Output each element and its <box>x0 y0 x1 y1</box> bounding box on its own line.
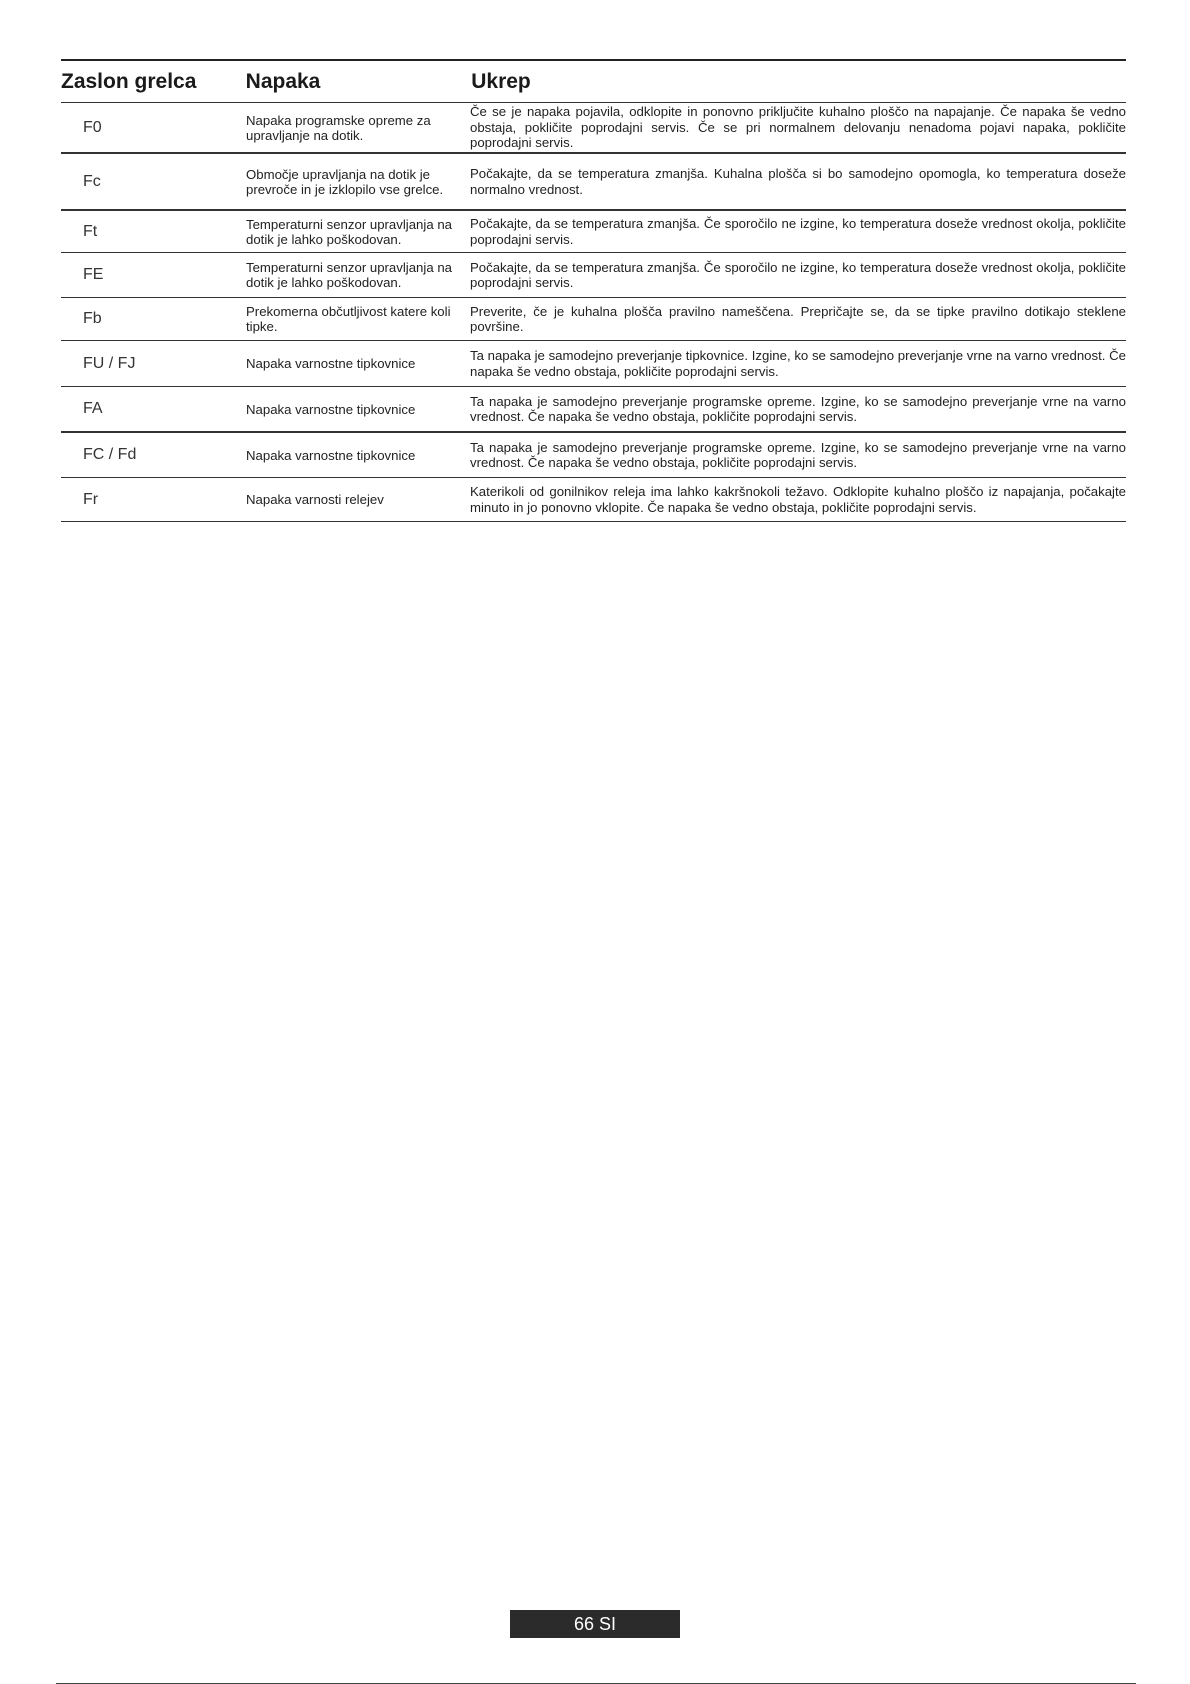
header-display: Zaslon grelca <box>61 69 197 93</box>
table-row <box>61 297 1126 340</box>
table-row <box>61 102 1126 152</box>
table-row <box>61 386 1126 431</box>
row-code: FU / FJ <box>83 354 136 372</box>
table-row <box>61 340 1126 386</box>
row-fault: Napaka programske opreme za upravljanje na dotik. <box>246 112 431 143</box>
row-code: FA <box>83 400 103 417</box>
table-row <box>61 252 1126 297</box>
row-action-text: Ta napaka je samodejno preverjanje programske opreme. Izgine, ko se samodejno preverjanje vrne na varno vrednost. Če napaka še vedno obstaja, pokličite poprodajni servis. <box>470 439 1126 470</box>
row-action <box>470 103 1126 152</box>
row-fault: Temperaturni senzor upravljanja na dotik je lahko poškodovan. <box>246 260 452 290</box>
row-action-text: Počakajte, da se temperatura zmanjša. Če sporočilo ne izgine, ko temperatura doseže vrednost okolja, pokličite poprodajni servis. <box>470 216 1126 247</box>
row-action-text: Počakajte, da se temperatura zmanjša. Kuhalna plošča si bo samodejno opomogla, ko temperatura doseže normalno vrednost. <box>470 166 1126 197</box>
row-action <box>470 211 1126 252</box>
row-action <box>470 298 1126 340</box>
row-fault: Območje upravljanja na dotik je prevroče in je izklopilo vse grelce. <box>246 166 444 197</box>
header-action: Ukrep <box>471 69 531 93</box>
row-action-text: Ta napaka je samodejno preverjanje programske opreme. Izgine, ko se samodejno preverjanje vrne na varno vrednost. Če napaka še vedno obstaja, pokličite poprodajni servis. <box>470 393 1126 424</box>
row-code: Fb <box>83 310 102 327</box>
row-fault: Napaka varnostne tipkovnice <box>246 356 416 371</box>
row-fault: Napaka varnostne tipkovnice <box>246 447 416 463</box>
table-row <box>61 477 1126 521</box>
row-action-text: Ta napaka je samodejno preverjanje tipkovnice. Izgine, ko se samodejno preverjanje vrne na varno vrednost. Če napaka še vedno obstaja, pokličite poprodajni servis. <box>470 348 1126 379</box>
table-row <box>61 209 1126 252</box>
row-fault: Prekomerna občutljivost katere koli tipke. <box>246 304 451 334</box>
table-bottom-rule <box>61 521 1126 522</box>
table-row <box>61 152 1126 209</box>
page-number-badge: 66 SI <box>510 1610 680 1638</box>
row-action-text: Preverite, če je kuhalna plošča pravilno nameščena. Prepričajte se, da se tipke pravilno dotikajo steklene površine. <box>470 303 1126 334</box>
row-code: FE <box>83 266 104 283</box>
row-fault: Temperaturni senzor upravljanja na dotik je lahko poškodovan. <box>246 216 452 247</box>
error-code-table <box>61 59 1126 522</box>
row-action <box>470 341 1126 386</box>
row-action <box>470 387 1126 431</box>
row-fault: Napaka varnosti relejev <box>246 492 384 507</box>
header-fault: Napaka <box>245 69 321 93</box>
row-action <box>470 478 1126 521</box>
table-header-row <box>61 61 1126 102</box>
row-fault: Napaka varnostne tipkovnice <box>246 401 416 417</box>
row-action <box>470 253 1126 297</box>
row-code: Fr <box>83 490 99 508</box>
row-code: Ft <box>83 222 98 240</box>
row-code: Fc <box>83 172 101 190</box>
row-action <box>470 154 1126 209</box>
row-action-text: Če se je napaka pojavila, odklopite in ponovno priključite kuhalno ploščo na napajanje. Če napaka še vedno obstaja, pokličite poprodajni servis. Če se pri normalnem delovanju nenadoma pojavi napaka, pokličite poprodajni servis. <box>470 104 1126 151</box>
row-code: F0 <box>83 118 102 136</box>
table-row <box>61 431 1126 477</box>
row-action-text: Katerikoli od gonilnikov releja ima lahko kakršnokoli težavo. Odklopite kuhalno ploščo iz napajanja, počakajte minuto in jo ponovno vklopite. Če napaka še vedno obstaja, pokličite poprodajni servis. <box>470 484 1126 515</box>
row-action-text: Počakajte, da se temperatura zmanjša. Če sporočilo ne izgine, ko temperatura doseže vrednost okolja, pokličite poprodajni servis. <box>470 259 1126 290</box>
row-code: FC / Fd <box>83 446 137 463</box>
row-action <box>470 433 1126 477</box>
